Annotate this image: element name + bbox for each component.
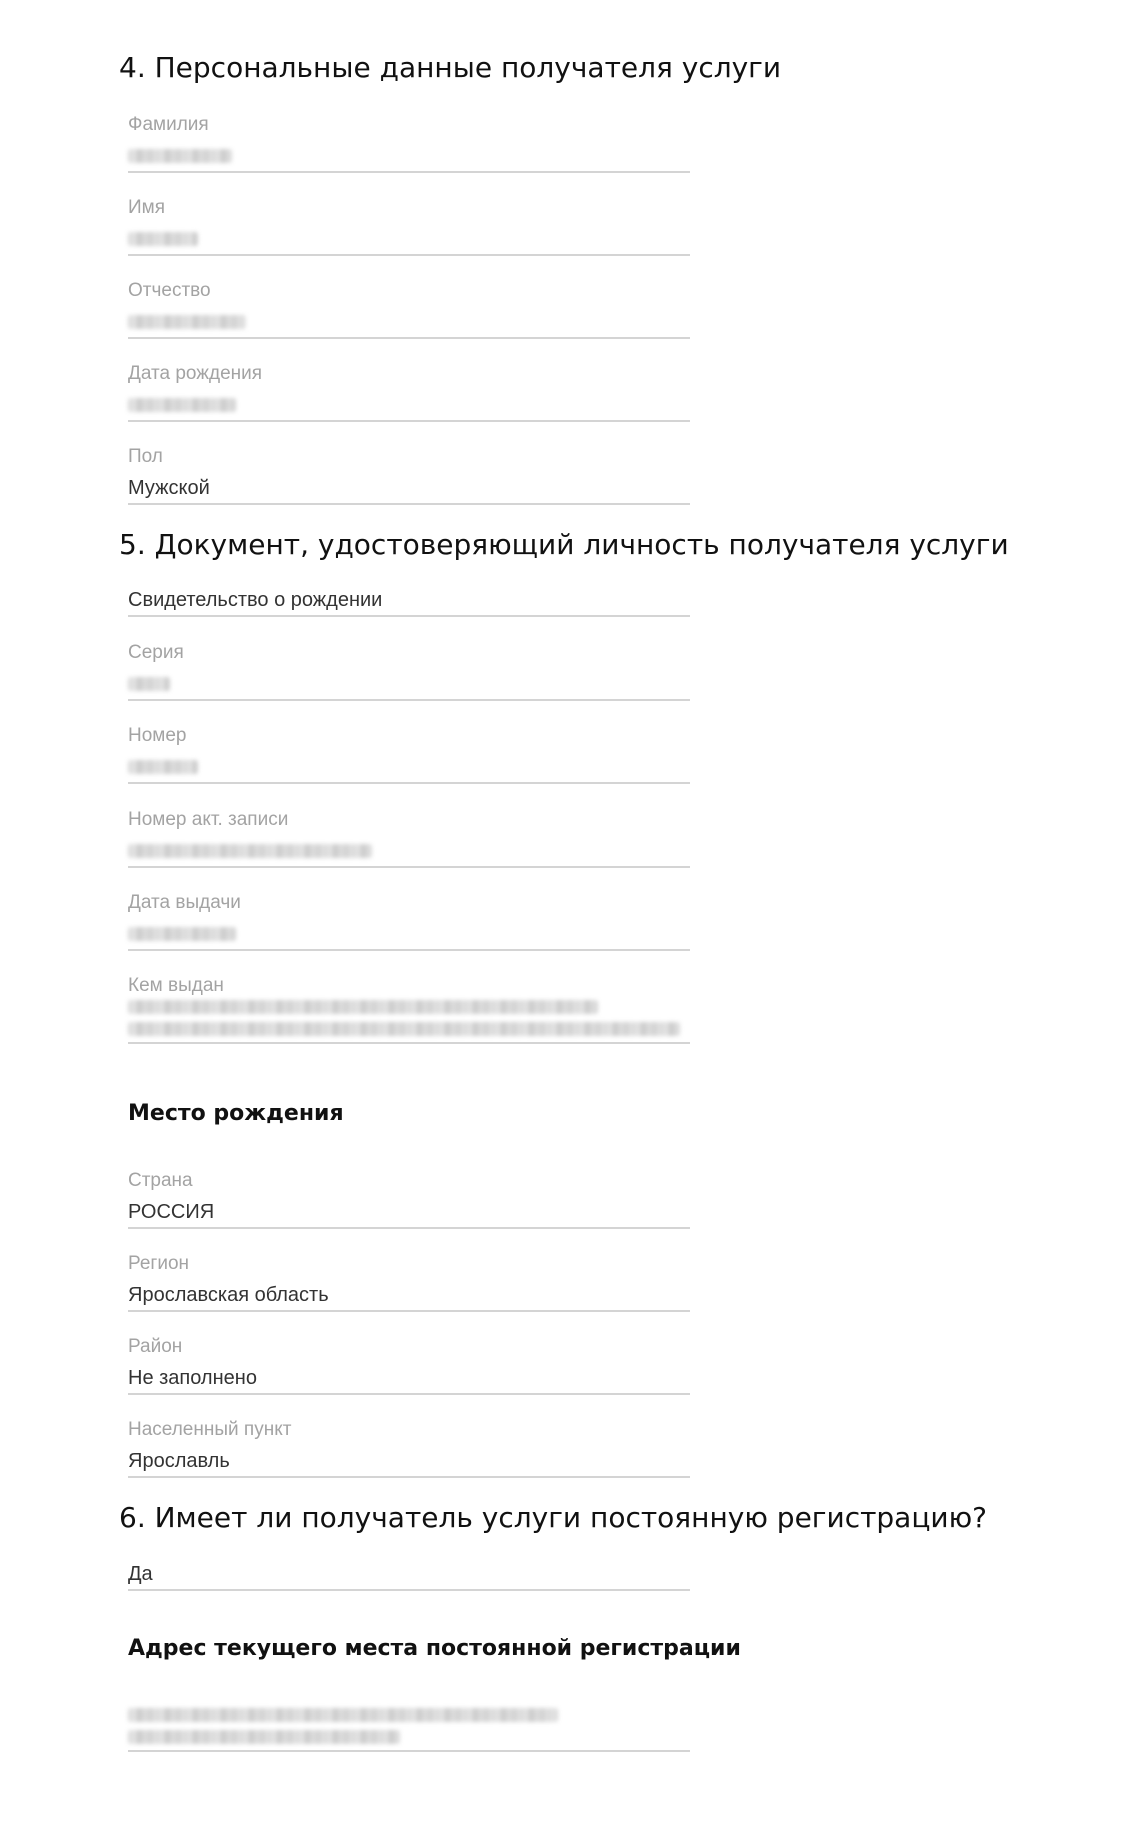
section-4-title: 4. Персональные данные получателя услуги — [119, 51, 782, 84]
document-type-value: Свидетельство о рождении — [128, 589, 383, 611]
number-value — [128, 754, 690, 780]
registration-address-underline — [128, 1750, 690, 1752]
record-number-underline — [128, 866, 690, 868]
birth-date-value — [128, 392, 690, 418]
series-underline — [128, 699, 690, 701]
birth-date-underline — [128, 420, 690, 422]
gender-field — [128, 445, 690, 505]
number-label: Номер — [128, 725, 187, 746]
record-number-label: Номер акт. записи — [128, 809, 289, 830]
issued-by-label: Кем выдан — [128, 975, 224, 996]
last-name-underline — [128, 171, 690, 173]
district-value: Не заполнено — [128, 1367, 257, 1389]
first-name-field — [128, 196, 690, 256]
redacted-issue-date — [128, 927, 236, 941]
document-type-field — [128, 587, 690, 617]
redacted-last-name — [128, 149, 232, 163]
patronymic-value — [128, 309, 690, 335]
patronymic-label: Отчество — [128, 280, 211, 301]
issued-by-underline — [128, 1042, 690, 1044]
first-name-underline — [128, 254, 690, 256]
registration-address-value — [128, 1708, 690, 1744]
redacted-address-line-2 — [128, 1730, 400, 1744]
document-type-underline — [128, 615, 690, 617]
locality-underline — [128, 1476, 690, 1478]
issued-by-value — [128, 1000, 690, 1036]
gender-underline — [128, 503, 690, 505]
locality-value: Ярославль — [128, 1450, 230, 1472]
last-name-label: Фамилия — [128, 114, 209, 135]
redacted-birth-date — [128, 398, 236, 412]
patronymic-underline — [128, 337, 690, 339]
redacted-issued-by-line-2 — [128, 1022, 680, 1036]
redacted-issued-by-line-1 — [128, 1000, 598, 1014]
section-5-title: 5. Документ, удостоверяющий личность получателя услуги — [119, 528, 1009, 561]
locality-label: Населенный пункт — [128, 1419, 292, 1440]
registration-answer-value: Да — [128, 1563, 153, 1585]
birth-date-field — [128, 362, 690, 422]
gender-value: Мужской — [128, 477, 210, 499]
locality-field — [128, 1418, 690, 1478]
registration-address-title: Адрес текущего места постоянной регистрации — [128, 1636, 741, 1661]
series-field — [128, 641, 690, 701]
redacted-patronymic — [128, 315, 246, 329]
district-label: Район — [128, 1336, 183, 1357]
gender-label: Пол — [128, 446, 163, 467]
birth-date-label: Дата рождения — [128, 363, 263, 384]
issue-date-underline — [128, 949, 690, 951]
record-number-value — [128, 838, 690, 864]
number-underline — [128, 782, 690, 784]
issue-date-field — [128, 891, 690, 951]
region-field — [128, 1252, 690, 1312]
region-value: Ярославская область — [128, 1284, 329, 1306]
record-number-field — [128, 808, 690, 868]
issued-by-field — [128, 974, 690, 1044]
country-underline — [128, 1227, 690, 1229]
registration-address-field — [128, 1706, 690, 1752]
number-field — [128, 724, 690, 784]
last-name-value — [128, 143, 690, 169]
series-value — [128, 671, 690, 697]
country-field — [128, 1169, 690, 1229]
first-name-label: Имя — [128, 197, 166, 218]
district-underline — [128, 1393, 690, 1395]
country-value: РОССИЯ — [128, 1201, 215, 1223]
birthplace-title: Место рождения — [128, 1101, 344, 1126]
redacted-series — [128, 677, 170, 691]
region-label: Регион — [128, 1253, 190, 1274]
registration-answer-field — [128, 1561, 690, 1591]
series-label: Серия — [128, 642, 184, 663]
redacted-first-name — [128, 232, 198, 246]
first-name-value — [128, 226, 690, 252]
country-label: Страна — [128, 1170, 193, 1191]
issue-date-value — [128, 921, 690, 947]
registration-answer-underline — [128, 1589, 690, 1591]
patronymic-field — [128, 279, 690, 339]
region-underline — [128, 1310, 690, 1312]
redacted-address-line-1 — [128, 1708, 558, 1722]
section-6-title: 6. Имеет ли получатель услуги постоянную регистрацию? — [119, 1501, 988, 1534]
district-field — [128, 1335, 690, 1395]
redacted-record-number — [128, 844, 372, 858]
last-name-field — [128, 113, 690, 173]
issue-date-label: Дата выдачи — [128, 892, 241, 913]
redacted-number — [128, 760, 198, 774]
